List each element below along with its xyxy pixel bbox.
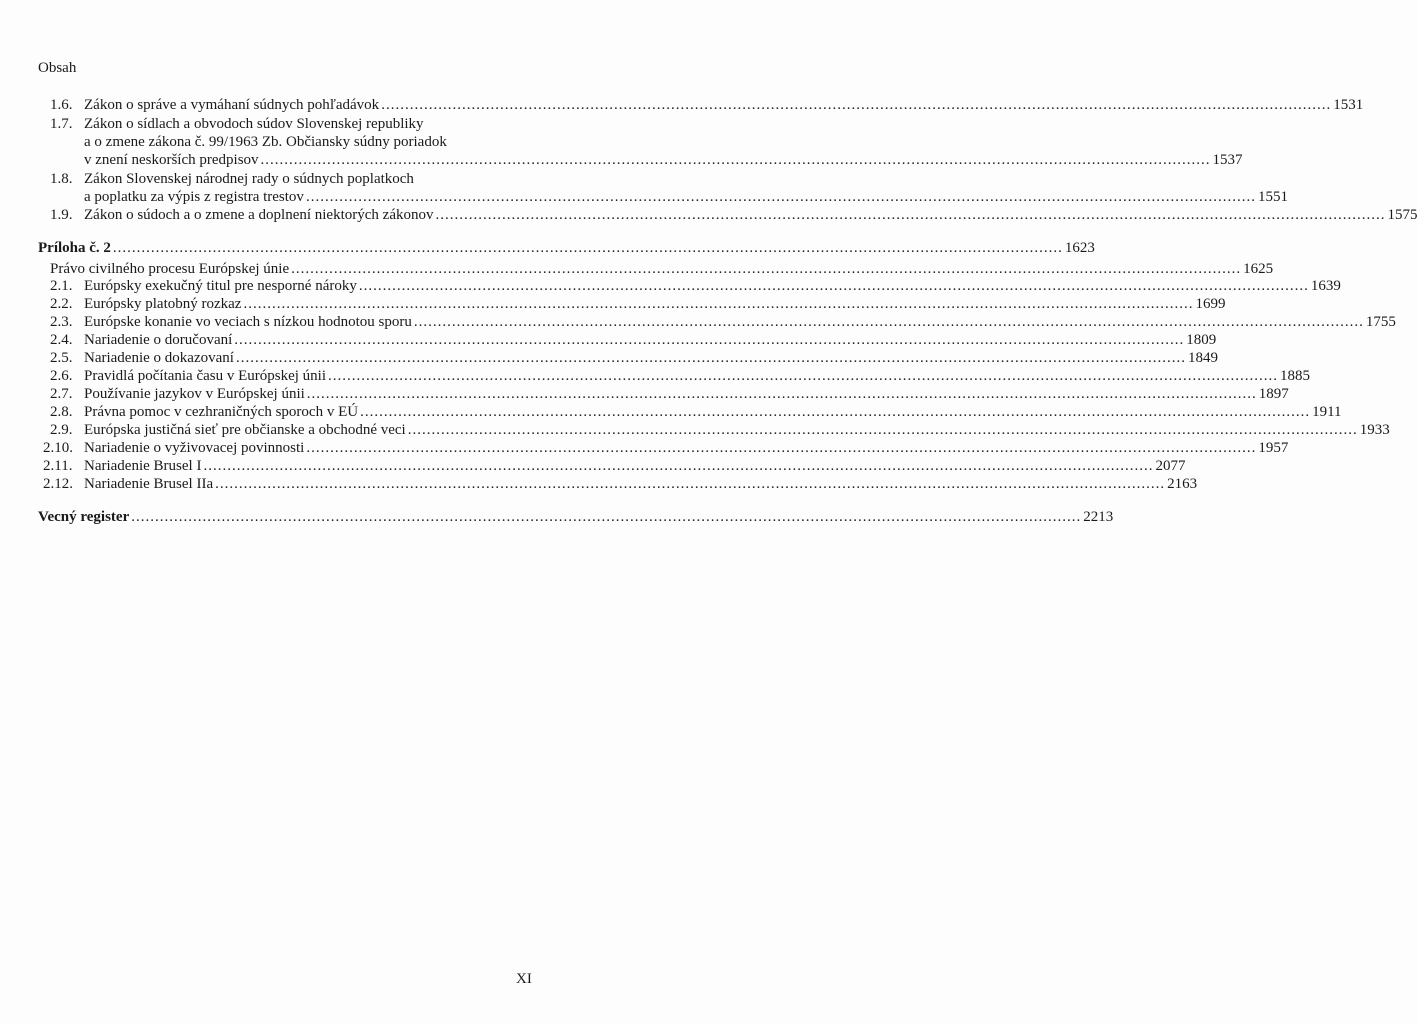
toc-page-number: 1575 xyxy=(1387,207,1417,223)
dot-leader: ........................................................................................................................................................................................................ xyxy=(360,404,1311,420)
toc-entry-text-wrap xyxy=(84,188,1288,206)
toc-entry-number: 1.6. xyxy=(50,97,73,113)
toc-entry-text-wrap xyxy=(84,475,1198,493)
toc-page-number: 1885 xyxy=(1280,368,1311,384)
toc-entry-title: Právna pomoc v cezhraničných sporoch v EÚ xyxy=(84,404,359,420)
toc-entry-text-wrap xyxy=(84,367,1311,385)
dot-leader: ........................................................................................................................................................................................................ xyxy=(215,476,1166,492)
toc-entry-text-wrap xyxy=(84,206,1417,224)
toc-entry-text-wrap xyxy=(84,457,1186,475)
toc-line xyxy=(0,295,1226,313)
toc-entry-number: 2.10. xyxy=(43,440,73,456)
toc-entry-title: a o zmene zákona č. 99/1963 Zb. Občiansky súdny poriadok xyxy=(84,134,447,150)
toc-entry-number: 2.1. xyxy=(50,278,73,294)
toc-entry-number: 1.8. xyxy=(50,171,73,187)
toc-page-number: 1625 xyxy=(1243,261,1274,277)
toc-entry-title: Zákon o súdoch a o zmene a doplnení niektorých zákonov xyxy=(84,207,434,223)
toc-entry-number: 2.3. xyxy=(50,314,73,330)
toc-entry-number: 2.4. xyxy=(50,332,73,348)
toc-entry-number: 2.9. xyxy=(50,422,73,438)
toc-page-number: 1809 xyxy=(1186,332,1217,348)
toc-line xyxy=(0,206,1417,224)
toc-entry-text-wrap xyxy=(50,260,1274,278)
toc-entry-text-wrap xyxy=(84,96,1364,114)
toc-entry-text-wrap xyxy=(84,349,1218,367)
toc-entry-title: Európsky platobný rozkaz xyxy=(84,296,242,312)
toc-entry-text-wrap xyxy=(84,439,1289,457)
dot-leader: ........................................................................................................................................................................................................ xyxy=(413,314,1364,330)
dot-leader: ........................................................................................................................................................................................................ xyxy=(235,350,1186,366)
toc-entry-number: 2.11. xyxy=(43,458,73,474)
toc-entry-number: 2.8. xyxy=(50,404,73,420)
dot-leader: ........................................................................................................................................................................................................ xyxy=(291,261,1242,277)
toc-line xyxy=(0,439,1289,457)
toc-entry-text-wrap xyxy=(84,133,447,151)
dot-leader: ........................................................................................................................................................................................................ xyxy=(234,332,1185,348)
dot-leader: ........................................................................................................................................................................................................ xyxy=(306,386,1257,402)
dot-leader: ........................................................................................................................................................................................................ xyxy=(407,422,1358,438)
toc-line xyxy=(0,260,1274,278)
toc-line xyxy=(0,508,1114,526)
toc-line xyxy=(0,475,1198,493)
toc-entry-title: Európsky exekučný titul pre nesporné nároky xyxy=(84,278,357,294)
toc-line xyxy=(0,331,1217,349)
toc-line xyxy=(0,385,1289,403)
toc-entry-number: 2.12. xyxy=(43,476,73,492)
dot-leader: ........................................................................................................................................................................................................ xyxy=(381,97,1332,113)
toc-line xyxy=(0,239,1095,257)
toc-page-number: 2077 xyxy=(1155,458,1186,474)
toc-page-number: 1531 xyxy=(1333,97,1364,113)
toc-entry-title: Používanie jazykov v Európskej únii xyxy=(84,386,305,402)
toc-entry-title: Nariadenie o dokazovaní xyxy=(84,350,234,366)
toc-entry-number: 2.2. xyxy=(50,296,73,312)
toc-entry-title: Nariadenie Brusel I xyxy=(84,458,202,474)
toc-entry-title: Zákon Slovenskej národnej rady o súdnych poplatkoch xyxy=(84,171,414,187)
toc-entry-title: Nariadenie o doručovaní xyxy=(84,332,233,348)
dot-leader: ........................................................................................................................................................................................................ xyxy=(306,440,1257,456)
toc-entry-title: Zákon o sídlach a obvodoch súdov Slovenskej republiky xyxy=(84,116,424,132)
toc-entry-title: a poplatku za výpis z registra trestov xyxy=(84,189,304,205)
toc-entry-title: Vecný register xyxy=(38,509,130,525)
toc-entry-title: Právo civilného procesu Európskej únie xyxy=(50,261,290,277)
toc-line xyxy=(0,421,1390,439)
toc-entry-number: 1.7. xyxy=(50,116,73,132)
dot-leader: ........................................................................................................................................................................................................ xyxy=(328,368,1279,384)
toc-line xyxy=(0,403,1342,421)
toc-page-number: 2163 xyxy=(1167,476,1198,492)
toc-line xyxy=(0,96,1364,114)
toc-line xyxy=(0,367,1311,385)
toc-line xyxy=(0,151,1243,169)
dot-leader: ........................................................................................................................................................................................................ xyxy=(305,189,1256,205)
toc-entry-title: Nariadenie o vyživovacej povinnosti xyxy=(84,440,305,456)
toc-entry-text-wrap xyxy=(84,151,1243,169)
dot-leader: ........................................................................................................................................................................................................ xyxy=(358,278,1309,294)
toc-page-number: 1755 xyxy=(1365,314,1396,330)
toc-page-number: 1551 xyxy=(1257,189,1288,205)
toc-entry-text-wrap xyxy=(84,277,1341,295)
dot-leader: ........................................................................................................................................................................................................ xyxy=(260,152,1211,168)
running-title: Obsah xyxy=(38,60,77,76)
toc-entry-title: Európska justičná sieť pre občianske a obchodné veci xyxy=(84,422,406,438)
toc-entry-number: 2.7. xyxy=(50,386,73,402)
toc-page-number: 1639 xyxy=(1310,278,1341,294)
toc-line xyxy=(0,457,1186,475)
toc-entry-text-wrap xyxy=(84,385,1289,403)
toc-entry-title: Pravidlá počítania času v Európskej únii xyxy=(84,368,327,384)
toc-line xyxy=(0,313,1396,331)
toc-line xyxy=(0,133,584,151)
toc-page-number: 2213 xyxy=(1083,509,1114,525)
toc-page-number: 1957 xyxy=(1258,440,1289,456)
toc-line xyxy=(0,349,1218,367)
toc-page-number: 1897 xyxy=(1258,386,1289,402)
toc-entry-text-wrap xyxy=(84,170,414,188)
toc-page-number: 1849 xyxy=(1187,350,1218,366)
dot-leader: ........................................................................................................................................................................................................ xyxy=(203,458,1154,474)
toc-entry-text-wrap xyxy=(38,508,1114,526)
toc-entry-text-wrap xyxy=(84,295,1226,313)
toc-entry-title: Zákon o správe a vymáhaní súdnych pohľadávok xyxy=(84,97,380,113)
toc-page-number: 1911 xyxy=(1312,404,1342,420)
toc-line xyxy=(0,115,584,133)
toc-entry-title: v znení neskorších predpisov xyxy=(84,152,259,168)
dot-leader: ........................................................................................................................................................................................................ xyxy=(435,207,1386,223)
toc-entry-text-wrap xyxy=(84,313,1396,331)
toc-page-number: 1537 xyxy=(1212,152,1243,168)
toc-line xyxy=(0,170,584,188)
toc-entry-title: Európske konanie vo veciach s nízkou hodnotou sporu xyxy=(84,314,412,330)
toc-page-number: 1699 xyxy=(1195,296,1226,312)
toc-line xyxy=(0,277,1341,295)
toc-entry-number: 1.9. xyxy=(50,207,73,223)
toc-entry-text-wrap xyxy=(84,403,1342,421)
toc-line xyxy=(0,188,1288,206)
page-folio: XI xyxy=(516,971,532,987)
toc-entry-text-wrap xyxy=(84,115,424,133)
toc-entry-number: 2.6. xyxy=(50,368,73,384)
dot-leader: ........................................................................................................................................................................................................ xyxy=(112,240,1063,256)
toc-entry-text-wrap xyxy=(84,331,1217,349)
dot-leader: ........................................................................................................................................................................................................ xyxy=(131,509,1082,525)
toc-page-number: 1933 xyxy=(1359,422,1390,438)
toc-entry-number: 2.5. xyxy=(50,350,73,366)
toc-entry-title: Príloha č. 2 xyxy=(38,240,111,256)
toc-entry-title: Nariadenie Brusel IIa xyxy=(84,476,214,492)
dot-leader: ........................................................................................................................................................................................................ xyxy=(243,296,1194,312)
toc-entry-text-wrap xyxy=(38,239,1095,257)
toc-page-number: 1623 xyxy=(1064,240,1095,256)
toc-entry-text-wrap xyxy=(84,421,1390,439)
